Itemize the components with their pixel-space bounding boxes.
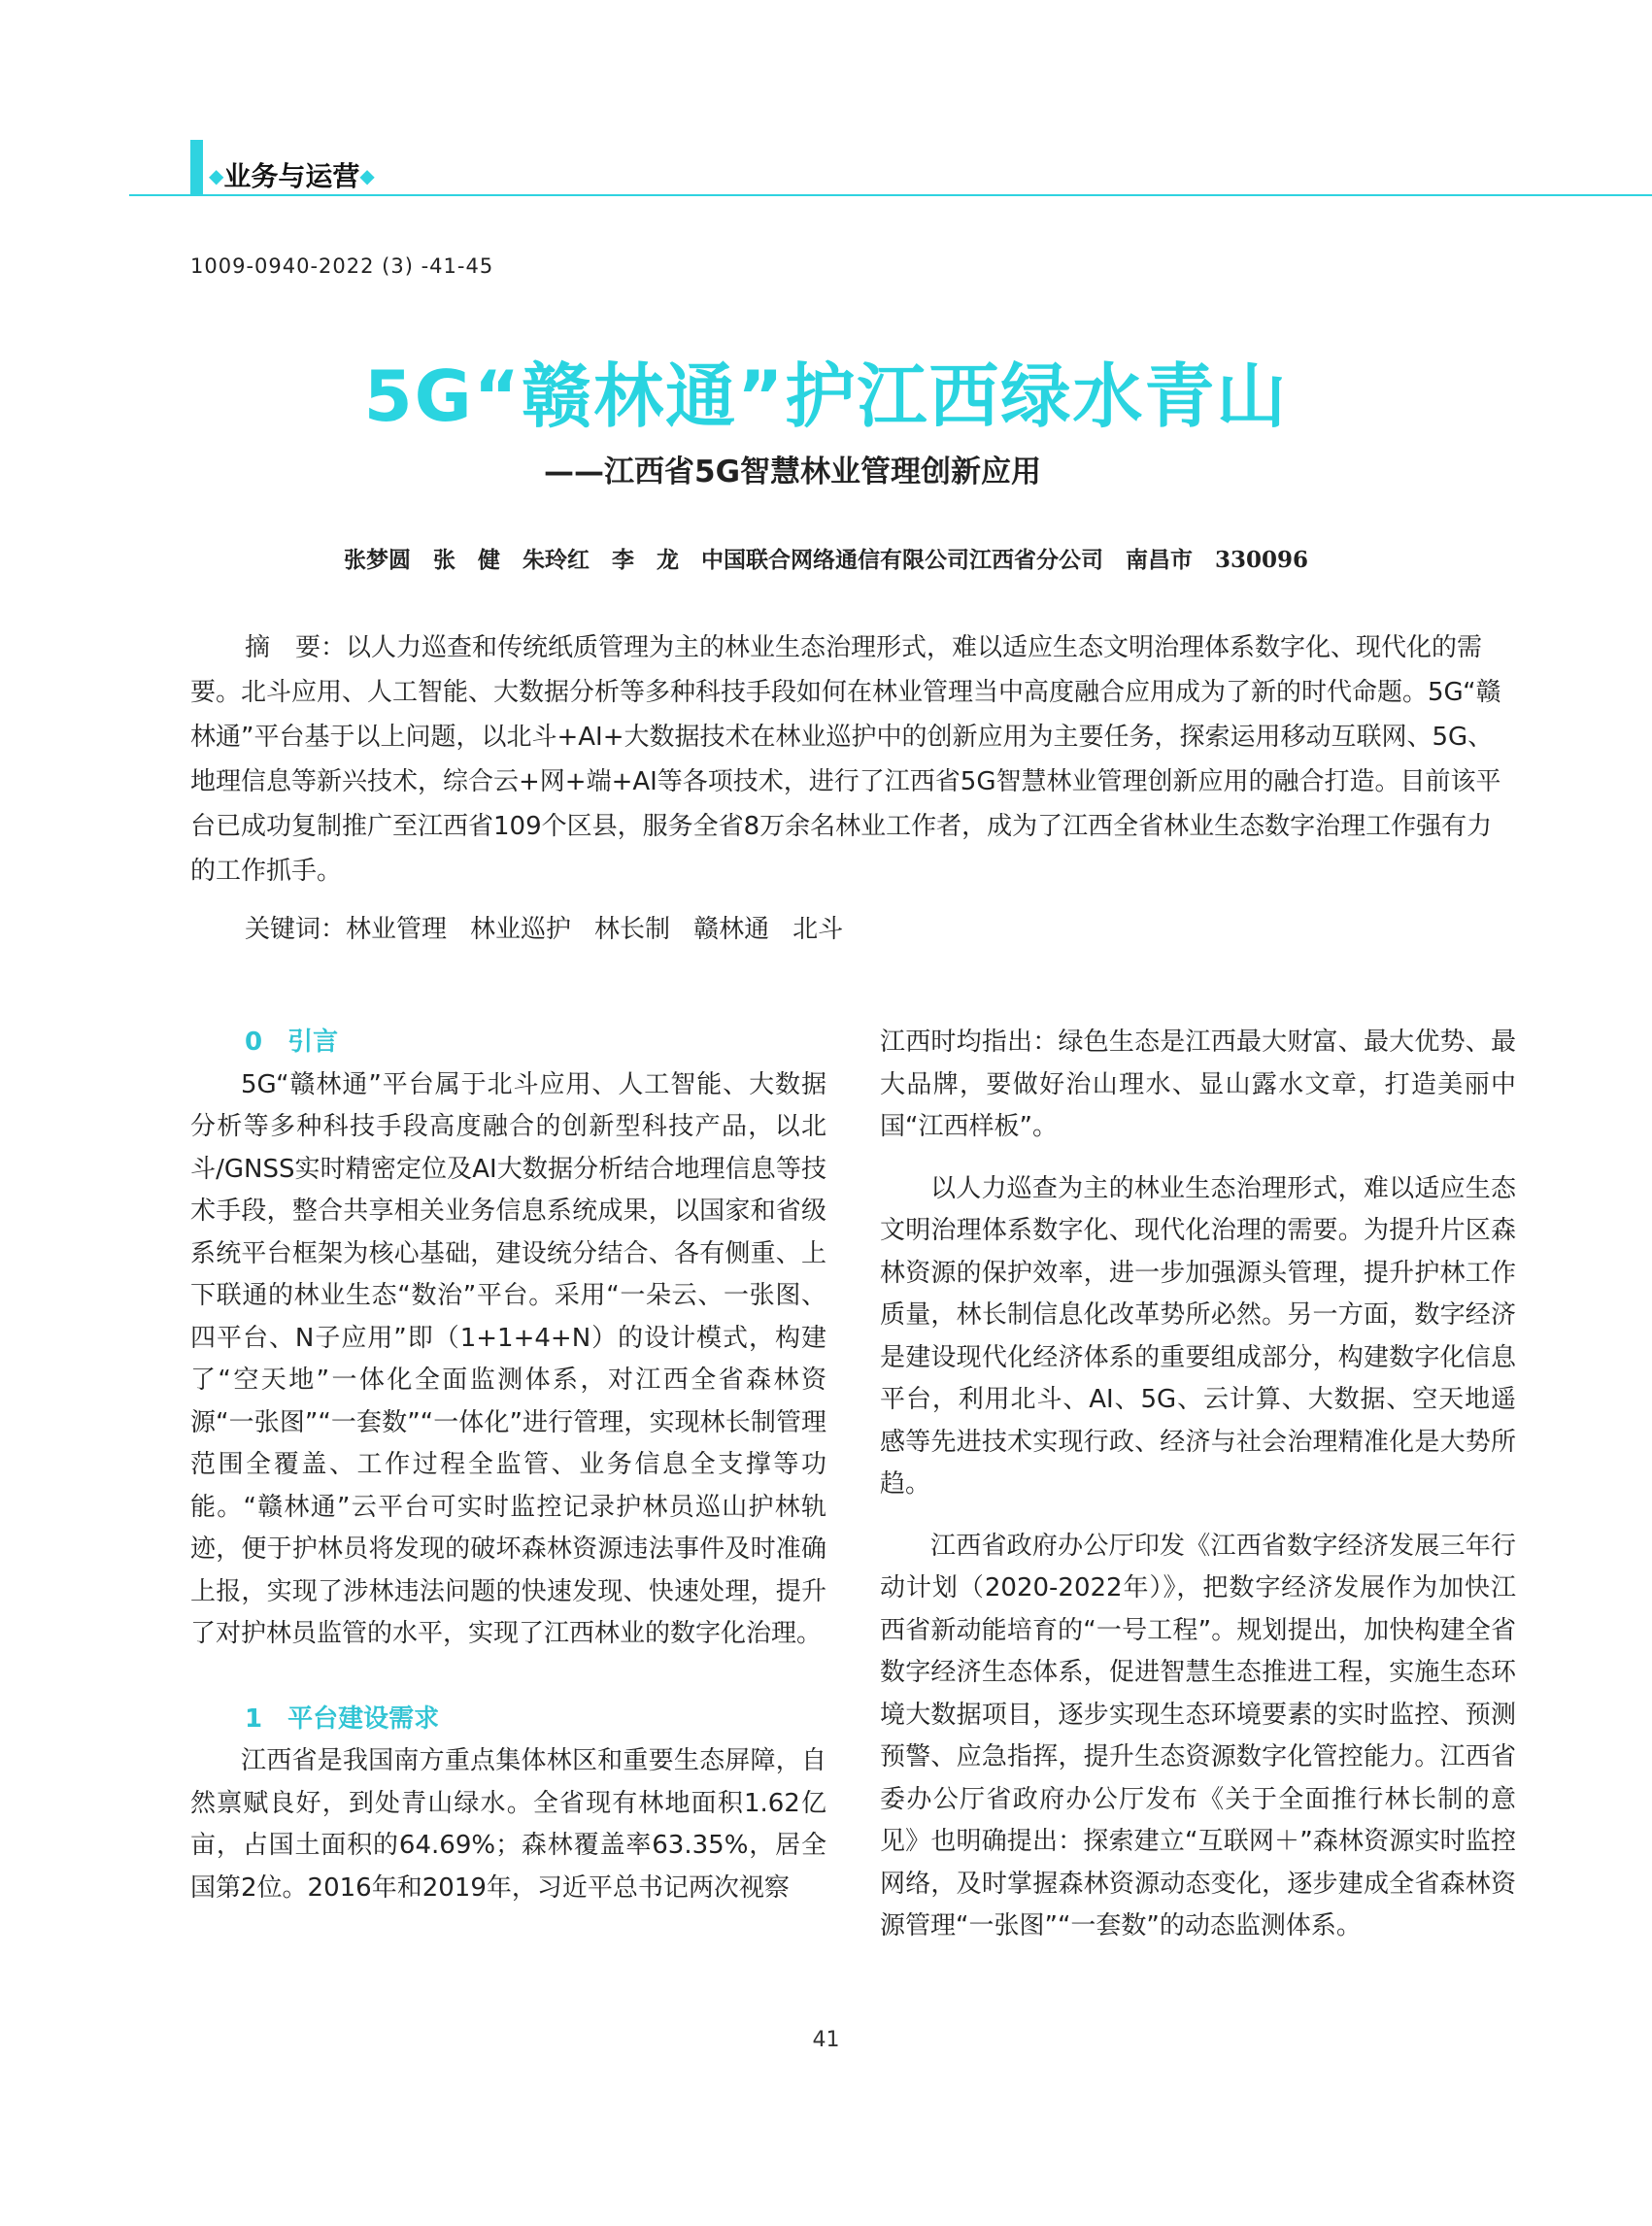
diamond-icon: ◆ xyxy=(209,164,224,187)
page-number: 41 xyxy=(812,2028,840,2052)
section-heading-requirements: 1 平台建设需求 xyxy=(245,1703,440,1734)
left-column xyxy=(190,1022,826,1909)
keywords-line xyxy=(190,907,1516,952)
section-accent-bar xyxy=(190,140,203,194)
body-paragraph: 江西时均指出：绿色生态是江西最大财富、最大优势、最大品牌，要做好治山理水、显山露水文章，打造美丽中国“江西样板”。 xyxy=(880,1028,1516,1141)
keyword: 赣林通 xyxy=(693,915,770,944)
body-paragraph: 以人力巡查为主的林业生态治理形式，难以适应生态文明治理体系数字化、现代化治理的需要。为提升片区森林资源的保护效率，进一步加强源头管理，提升护林工作质量，林长制信息化改革势所必然。另一方面，数字经济是建设现代化经济体系的重要组成部分，构建数字化信息平台，利用北斗、AI、5G、云计算、大数据、空天地遥感等先进技术实现行政、经济与社会治理精准化是大势所趋。 xyxy=(880,1173,1516,1499)
keyword: 林业巡护 xyxy=(470,915,572,944)
section-heading-introduction: 0 引言 xyxy=(245,1028,339,1057)
abstract-text: 以人力巡查和传统纸质管理为主的林业生态治理形式，难以适应生态文明治理体系数字化、现代化的需要。北斗应用、人工智能、大数据分析等多种科技手段如何在林业管理当中高度融合应用成为了新的时代命题。5G“赣林通”平台基于以上问题，以北斗+AI+大数据技术在林业巡护中的创新应用为主要任务，探索运用移动互联网、5G、地理信息等新兴技术，综合云+网+端+AI等各项技术，进行了江西省5G智慧林业管理创新应用的融合打造。目前该平台已成功复制推广至江西省109个区县，服务全省8万余名林业工作者，成为了江西全省林业生态数字治理工作强有力的工作抓手。 xyxy=(190,633,1501,886)
abstract-label: 摘 要： xyxy=(245,633,347,662)
keyword: 林长制 xyxy=(594,915,671,944)
body-paragraph: 江西省是我国南方重点集体林区和重要生态屏障，自然禀赋良好，到处青山绿水。全省现有林地面积1.62亿亩，占国土面积的64.69%；森林覆盖率63.35%，居全国第2位。2016年和2019年，习近平总书记两次视察 xyxy=(190,1746,826,1903)
keywords-label: 关键词： xyxy=(245,915,347,944)
document-code: 1009-0940-2022 (3) -41-45 xyxy=(190,254,494,278)
section-tag xyxy=(209,155,375,194)
header-rule xyxy=(129,194,1652,196)
right-column xyxy=(880,1022,1516,1948)
diamond-icon: ◆ xyxy=(359,164,375,187)
keyword: 林业管理 xyxy=(346,915,448,944)
article-subtitle: ——江西省5G智慧林业管理创新应用 xyxy=(544,455,1042,489)
abstract-block xyxy=(190,625,1516,952)
body-paragraph: 江西省政府办公厅印发《江西省数字经济发展三年行动计划（2020-2022年）》，把数字经济发展作为加快江西省新动能培育的“一号工程”。规划提出，加快构建全省数字经济生态体系，促进智慧生态推进工程，实施生态环境大数据项目，逐步实现生态环境要素的实时监控、预测预警、应急指挥，提升生态资源数字化管控能力。江西省委办公厅省政府办公厅发布《关于全面推行林长制的意见》也明确提出：探索建立“互联网＋”森林资源实时监控网络，及时掌握森林资源动态变化，逐步建成全省森林资源管理“一张图”“一套数”的动态监测体系。 xyxy=(880,1531,1516,1940)
section-tag-label: 业务与运营 xyxy=(223,160,360,192)
article-title: 5G“赣林通”护江西绿水青山 xyxy=(363,355,1289,437)
abstract-paragraph xyxy=(190,625,1516,894)
body-paragraph: 5G“赣林通”平台属于北斗应用、人工智能、大数据分析等多种科技手段高度融合的创新型科技产品，以北斗/GNSS实时精密定位及AI大数据分析结合地理信息等技术手段，整合共享相关业务信息系统成果，以国家和省级系统平台框架为核心基础，建设统分结合、各有侧重、上下联通的林业生态“数治”平台。采用“一朵云、一张图、四平台、N子应用”即（1+1+4+N）的设计模式，构建了“空天地”一体化全面监测体系，对江西全省森林资源“一张图”“一套数”“一体化”进行管理，实现林长制管理范围全覆盖、工作过程全监管、业务信息全支撑等功能。“赣林通”云平台可实时监控记录护林员巡山护林轨迹，便于护林员将发现的破坏森林资源违法事件及时准确上报，实现了涉林违法问题的快速发现、快速处理，提升了对护林员监管的水平，实现了江西林业的数字化治理。 xyxy=(190,1069,826,1648)
author-line: 张梦圆 张 健 朱玲红 李 龙 中国联合网络通信有限公司江西省分公司 南昌市 330096 xyxy=(343,547,1309,573)
keyword: 北斗 xyxy=(792,915,844,944)
